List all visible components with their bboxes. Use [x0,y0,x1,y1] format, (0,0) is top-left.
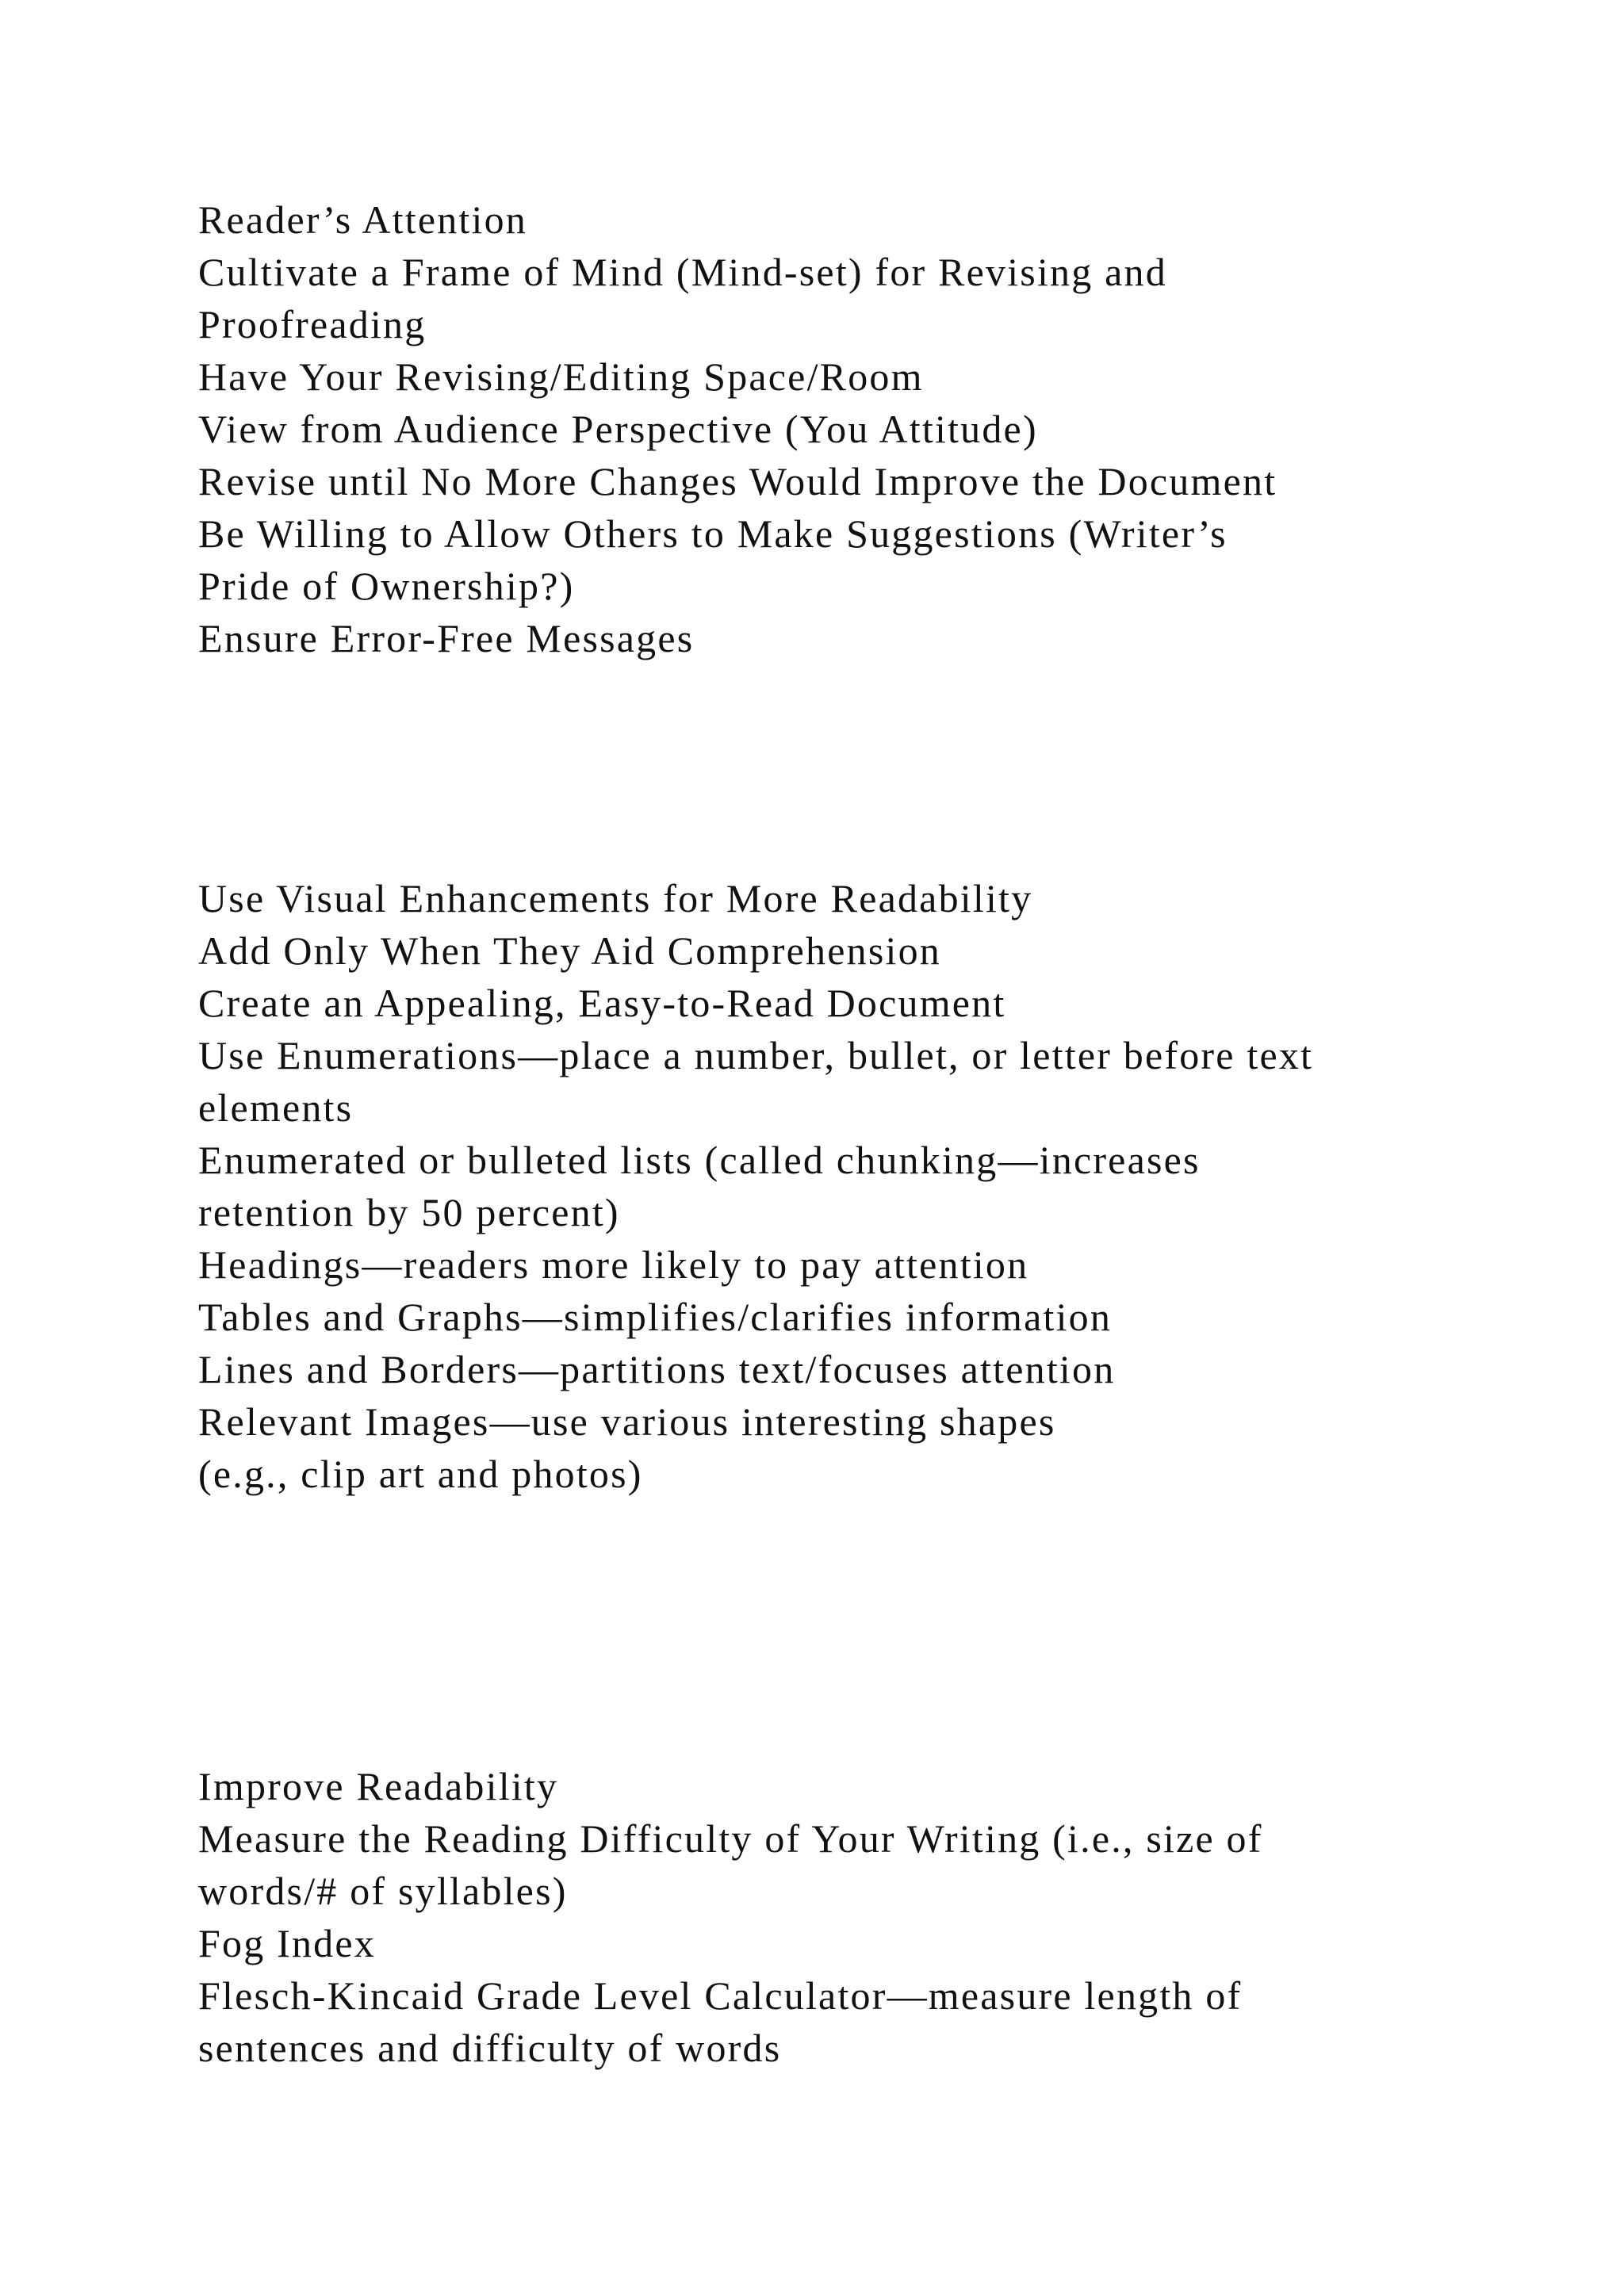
text-line: View from Audience Perspective (You Attitude) [198,407,1038,451]
text-line: Flesch-Kincaid Grade Level Calculator—measure length of [198,1973,1243,2018]
text-line: words/# of syllables) [198,1869,568,1913]
section-heading-visual-enhancements: Use Visual Enhancements for More Readability [198,876,1033,920]
text-line: Relevant Images—use various interesting shapes [198,1399,1056,1444]
text-line: elements [198,1085,354,1130]
text-line: Proofreading [198,302,427,346]
text-line: Ensure Error-Free Messages [198,616,695,660]
text-line: Enumerated or bulleted lists (called chunking—increases [198,1138,1201,1182]
text-line: Lines and Borders—partitions text/focuses attention [198,1347,1116,1391]
text-line: Create an Appealing, Easy-to-Read Document [198,981,1006,1025]
text-line: Measure the Reading Difficulty of Your Writing (i.e., size of [198,1816,1263,1861]
text-line: Be Willing to Allow Others to Make Suggestions (Writer’s [198,511,1228,556]
text-line: Fog Index [198,1921,376,1965]
text-line: retention by 50 percent) [198,1190,620,1234]
text-line: Revise until No More Changes Would Improve the Document [198,459,1277,503]
section-heading-improve-readability: Improve Readability [198,1764,559,1808]
section-heading-readers-attention: Reader’s Attention [198,197,527,242]
text-line: Cultivate a Frame of Mind (Mind-set) for Revising and [198,250,1167,294]
text-line: Use Enumerations—place a number, bullet, or letter before text [198,1033,1314,1077]
text-line: Headings—readers more likely to pay attention [198,1242,1029,1287]
text-line: (e.g., clip art and photos) [198,1452,643,1496]
text-line: sentences and difficulty of words [198,2026,782,2070]
text-line: Tables and Graphs—simplifies/clarifies information [198,1295,1113,1339]
text-line: Have Your Revising/Editing Space/Room [198,354,924,399]
text-line: Pride of Ownership?) [198,564,575,608]
text-line: Add Only When They Aid Comprehension [198,928,941,973]
